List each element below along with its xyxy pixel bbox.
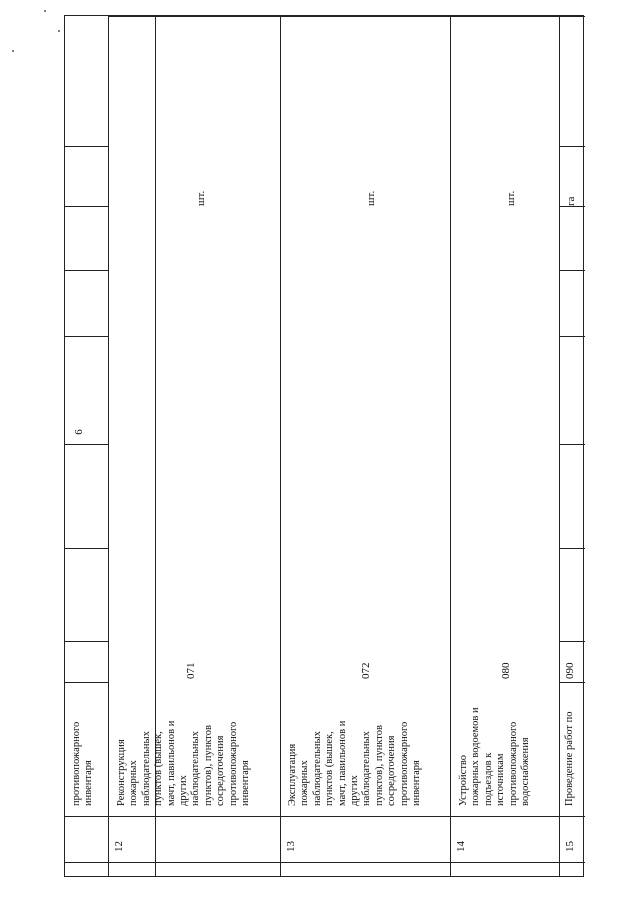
row-border [65,682,108,683]
column-border [559,16,560,876]
cell-name: Проведение работ по [564,711,575,806]
row-border [108,16,585,17]
column-border [280,16,281,876]
cell-name: Эксплуатация пожарных наблюдательных пунктов (вышек, мачт, павильонов и других наблюдательных пунктов), пунктов сосредоточения противопожарного инвентаря [287,720,423,806]
row-border [65,270,108,271]
column-border [450,16,451,876]
row-border [108,862,585,863]
row-border [559,548,585,549]
cell-code: 080 [500,662,512,679]
row-border [65,146,108,147]
row-border [559,444,585,445]
row-border [65,548,108,549]
scan-speck [12,50,14,52]
row-border [65,206,108,207]
row-border [559,682,585,683]
row-border [65,816,585,817]
scan-speck [58,30,60,32]
cell-code: 072 [360,662,372,679]
cell-num: 15 [564,841,576,852]
cell-code: 071 [185,662,197,679]
cell-name: Устройство пожарных водоемов и подъездов к источникам противопожарного водоснабжения [458,707,532,806]
scan-speck [44,10,46,12]
cell-num: 13 [285,841,297,852]
cell-name: противопожарного инвентаря [71,721,95,806]
cell-unit: шт. [365,190,377,206]
data-table [64,15,584,877]
cell-name: Реконструкция пожарных наблюдательных пунктов (вышек, мачт, павильонов и других наблюдательных пунктов), пунктов сосредоточения противопожарного инвентаря [116,720,252,806]
row-border [559,641,585,642]
cell-code: 090 [564,662,576,679]
column-border [108,16,109,876]
row-border [65,444,108,445]
row-border [559,206,585,207]
row-border [559,270,585,271]
row-border [559,336,585,337]
row-border [65,336,108,337]
page-number: 6 [73,429,85,435]
row-border [65,641,108,642]
cell-unit: шт. [505,190,517,206]
row-border [65,862,108,863]
cell-num: 14 [455,841,467,852]
cell-num: 12 [113,841,125,852]
row-border [559,146,585,147]
cell-unit: га [565,196,577,206]
cell-unit: шт. [195,190,207,206]
